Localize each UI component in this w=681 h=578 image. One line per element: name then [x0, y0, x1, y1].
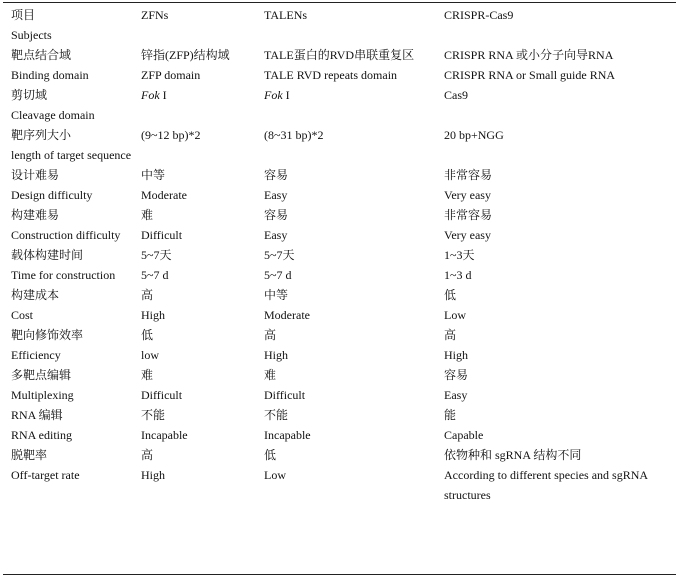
- multiplexing-crispr-cell: [436, 365, 676, 405]
- rna-editing-talens-line-1: 不能: [264, 408, 289, 422]
- construction-difficulty-zfns-line-2: Difficult: [141, 228, 183, 242]
- rna-editing-talens-cell: [256, 405, 436, 445]
- cleavage-domain-talens-cell: [256, 85, 436, 125]
- construction-difficulty-talens-line-1: 容易: [264, 208, 289, 222]
- construction-difficulty-subject-cell: [3, 205, 133, 245]
- binding-domain-zfns-line-1: 锌指(ZFP)结构域: [141, 48, 230, 62]
- multiplexing-talens-line-1: 难: [264, 368, 277, 382]
- design-difficulty-talens-cell: [256, 165, 436, 205]
- cleavage-domain-zfns-cell: [133, 85, 256, 125]
- off-target-rate-talens-line-2: Low: [264, 468, 286, 482]
- construction-difficulty-talens-line-2: Easy: [264, 228, 288, 242]
- efficiency-crispr-line-1: 高: [444, 328, 457, 342]
- efficiency-talens-cell: [256, 325, 436, 365]
- table-row-design-difficulty: [3, 165, 676, 205]
- off-target-rate-subject-line-2: Off-target rate: [11, 468, 80, 482]
- off-target-rate-subject-cell: [3, 445, 133, 505]
- construction-time-subject-line-2: Time for construction: [11, 268, 116, 282]
- cost-crispr-line-2: Low: [444, 308, 466, 322]
- binding-domain-subject-line-1: 靶点结合域: [11, 48, 72, 62]
- target-length-crispr-line-1: 20 bp+NGG: [444, 128, 504, 142]
- efficiency-subject-line-2: Efficiency: [11, 348, 61, 362]
- construction-time-talens-cell: [256, 245, 436, 285]
- multiplexing-zfns-line-1: 难: [141, 368, 154, 382]
- header-crispr-label: CRISPR-Cas9: [444, 8, 514, 22]
- cleavage-domain-crispr-line-1: Cas9: [444, 88, 468, 102]
- design-difficulty-crispr-line-1: 非常容易: [444, 168, 493, 182]
- construction-difficulty-subject-line-1: 构建难易: [11, 208, 60, 222]
- header-zfns: [133, 5, 256, 45]
- construction-time-crispr-cell: [436, 245, 676, 285]
- efficiency-subject-cell: [3, 325, 133, 365]
- off-target-rate-talens-line-1: 低: [264, 448, 277, 462]
- table-row-rna-editing: [3, 405, 676, 445]
- design-difficulty-zfns-cell: [133, 165, 256, 205]
- header-row: [3, 5, 676, 45]
- construction-time-talens-line-2: 5~7 d: [264, 268, 292, 282]
- rna-editing-subject-line-1: RNA 编辑: [11, 408, 63, 422]
- off-target-rate-crispr-cell: [436, 445, 676, 505]
- target-length-subject-line-1: 靶序列大小: [11, 128, 72, 142]
- target-length-talens-line-1: (8~31 bp)*2: [264, 128, 324, 142]
- header-subjects-zh: 项目: [11, 8, 36, 22]
- header-talens-label: TALENs: [264, 8, 308, 22]
- construction-time-subject-cell: [3, 245, 133, 285]
- table-bottom-rule: [3, 574, 676, 575]
- design-difficulty-zfns-line-1: 中等: [141, 168, 166, 182]
- target-length-crispr-cell: [436, 125, 676, 165]
- construction-difficulty-zfns-line-1: 难: [141, 208, 154, 222]
- multiplexing-talens-line-2: Difficult: [264, 388, 306, 402]
- rna-editing-crispr-line-1: 能: [444, 408, 457, 422]
- cost-subject-line-2: Cost: [11, 308, 34, 322]
- binding-domain-crispr-line-2: CRISPR RNA or Small guide RNA: [444, 68, 616, 82]
- cost-zfns-line-1: 高: [141, 288, 154, 302]
- cost-zfns-line-2: High: [141, 308, 165, 322]
- design-difficulty-subject-line-2: Design difficulty: [11, 188, 93, 202]
- header-talens: [256, 5, 436, 45]
- construction-time-zfns-cell: [133, 245, 256, 285]
- cost-crispr-line-1: 低: [444, 288, 457, 302]
- cost-talens-line-1: 中等: [264, 288, 289, 302]
- off-target-rate-zfns-line-2: High: [141, 468, 165, 482]
- binding-domain-talens-line-2: TALE RVD repeats domain: [264, 68, 398, 82]
- table-row-construction-difficulty: [3, 205, 676, 245]
- table-row-multiplexing: [3, 365, 676, 405]
- target-length-subject-cell: [3, 125, 133, 165]
- table-top-rule: [3, 2, 676, 3]
- table-row-cleavage-domain: [3, 85, 676, 125]
- cost-talens-cell: [256, 285, 436, 325]
- cleavage-domain-subject-line-2: Cleavage domain: [11, 108, 95, 122]
- multiplexing-subject-cell: [3, 365, 133, 405]
- rna-editing-crispr-line-2: Capable: [444, 428, 484, 442]
- cost-talens-line-2: Moderate: [264, 308, 310, 322]
- binding-domain-talens-line-1: TALE蛋白的RVD串联重复区: [264, 48, 415, 62]
- cost-subject-cell: [3, 285, 133, 325]
- efficiency-crispr-cell: [436, 325, 676, 365]
- target-length-talens-cell: [256, 125, 436, 165]
- cleavage-domain-subject-line-1: 剪切域: [11, 88, 48, 102]
- off-target-rate-subject-line-1: 脱靶率: [11, 448, 48, 462]
- construction-time-subject-line-1: 载体构建时间: [11, 248, 84, 262]
- multiplexing-crispr-line-2: Easy: [444, 388, 468, 402]
- off-target-rate-zfns-line-1: 高: [141, 448, 154, 462]
- multiplexing-subject-line-2: Multiplexing: [11, 388, 74, 402]
- table-row-cost: [3, 285, 676, 325]
- rna-editing-talens-line-2: Incapable: [264, 428, 311, 442]
- efficiency-talens-line-2: High: [264, 348, 288, 362]
- construction-difficulty-zfns-cell: [133, 205, 256, 245]
- cleavage-domain-crispr-cell: [436, 85, 676, 125]
- construction-time-zfns-line-2: 5~7 d: [141, 268, 169, 282]
- off-target-rate-crispr-line-2: According to different species and sgRNA structures: [444, 468, 648, 502]
- header-crispr: [436, 5, 676, 45]
- binding-domain-crispr-line-1: CRISPR RNA 或小分子向导RNA: [444, 48, 614, 62]
- construction-difficulty-crispr-line-1: 非常容易: [444, 208, 493, 222]
- cleavage-domain-talens-line-1: Fok I: [264, 88, 290, 102]
- multiplexing-talens-cell: [256, 365, 436, 405]
- construction-difficulty-crispr-line-2: Very easy: [444, 228, 491, 242]
- header-subjects-en: Subjects: [11, 28, 52, 42]
- off-target-rate-crispr-line-1: 依物种和 sgRNA 结构不同: [444, 448, 582, 462]
- genome-editing-comparison-table: [3, 5, 676, 505]
- binding-domain-crispr-cell: [436, 45, 676, 85]
- cleavage-domain-zfns-line-1: Fok I: [141, 88, 167, 102]
- binding-domain-subject-line-2: Binding domain: [11, 68, 89, 82]
- header-subjects: [3, 5, 133, 45]
- rna-editing-crispr-cell: [436, 405, 676, 445]
- target-length-subject-line-2: length of target sequence: [11, 148, 132, 162]
- target-length-zfns-cell: [133, 125, 256, 165]
- rna-editing-subject-line-2: RNA editing: [11, 428, 73, 442]
- design-difficulty-talens-line-1: 容易: [264, 168, 289, 182]
- table-row-off-target-rate: [3, 445, 676, 505]
- construction-time-crispr-line-1: 1~3天: [444, 248, 475, 262]
- multiplexing-zfns-cell: [133, 365, 256, 405]
- cleavage-domain-subject-cell: [3, 85, 133, 125]
- off-target-rate-zfns-cell: [133, 445, 256, 505]
- multiplexing-zfns-line-2: Difficult: [141, 388, 183, 402]
- construction-difficulty-talens-cell: [256, 205, 436, 245]
- rna-editing-subject-cell: [3, 405, 133, 445]
- binding-domain-zfns-line-2: ZFP domain: [141, 68, 201, 82]
- rna-editing-zfns-line-2: Incapable: [141, 428, 188, 442]
- table-row-binding-domain: [3, 45, 676, 85]
- rna-editing-zfns-line-1: 不能: [141, 408, 166, 422]
- target-length-zfns-line-1: (9~12 bp)*2: [141, 128, 201, 142]
- design-difficulty-subject-line-1: 设计难易: [11, 168, 60, 182]
- construction-time-zfns-line-1: 5~7天: [141, 248, 172, 262]
- design-difficulty-crispr-line-2: Very easy: [444, 188, 491, 202]
- construction-difficulty-crispr-cell: [436, 205, 676, 245]
- table-row-efficiency: [3, 325, 676, 365]
- cost-zfns-cell: [133, 285, 256, 325]
- efficiency-zfns-cell: [133, 325, 256, 365]
- cost-crispr-cell: [436, 285, 676, 325]
- efficiency-subject-line-1: 靶向修饰效率: [11, 328, 84, 342]
- rna-editing-zfns-cell: [133, 405, 256, 445]
- construction-difficulty-subject-line-2: Construction difficulty: [11, 228, 121, 242]
- binding-domain-subject-cell: [3, 45, 133, 85]
- binding-domain-talens-cell: [256, 45, 436, 85]
- multiplexing-subject-line-1: 多靶点编辑: [11, 368, 72, 382]
- design-difficulty-talens-line-2: Easy: [264, 188, 288, 202]
- table-body: [3, 45, 676, 505]
- construction-time-crispr-line-2: 1~3 d: [444, 268, 472, 282]
- multiplexing-crispr-line-1: 容易: [444, 368, 469, 382]
- table-row-construction-time: [3, 245, 676, 285]
- binding-domain-zfns-cell: [133, 45, 256, 85]
- construction-time-talens-line-1: 5~7天: [264, 248, 295, 262]
- design-difficulty-subject-cell: [3, 165, 133, 205]
- efficiency-zfns-line-2: low: [141, 348, 159, 362]
- cost-subject-line-1: 构建成本: [11, 288, 60, 302]
- table-row-target-length: [3, 125, 676, 165]
- efficiency-crispr-line-2: High: [444, 348, 468, 362]
- off-target-rate-talens-cell: [256, 445, 436, 505]
- design-difficulty-zfns-line-2: Moderate: [141, 188, 187, 202]
- design-difficulty-crispr-cell: [436, 165, 676, 205]
- efficiency-zfns-line-1: 低: [141, 328, 154, 342]
- efficiency-talens-line-1: 高: [264, 328, 277, 342]
- header-zfns-label: ZFNs: [141, 8, 169, 22]
